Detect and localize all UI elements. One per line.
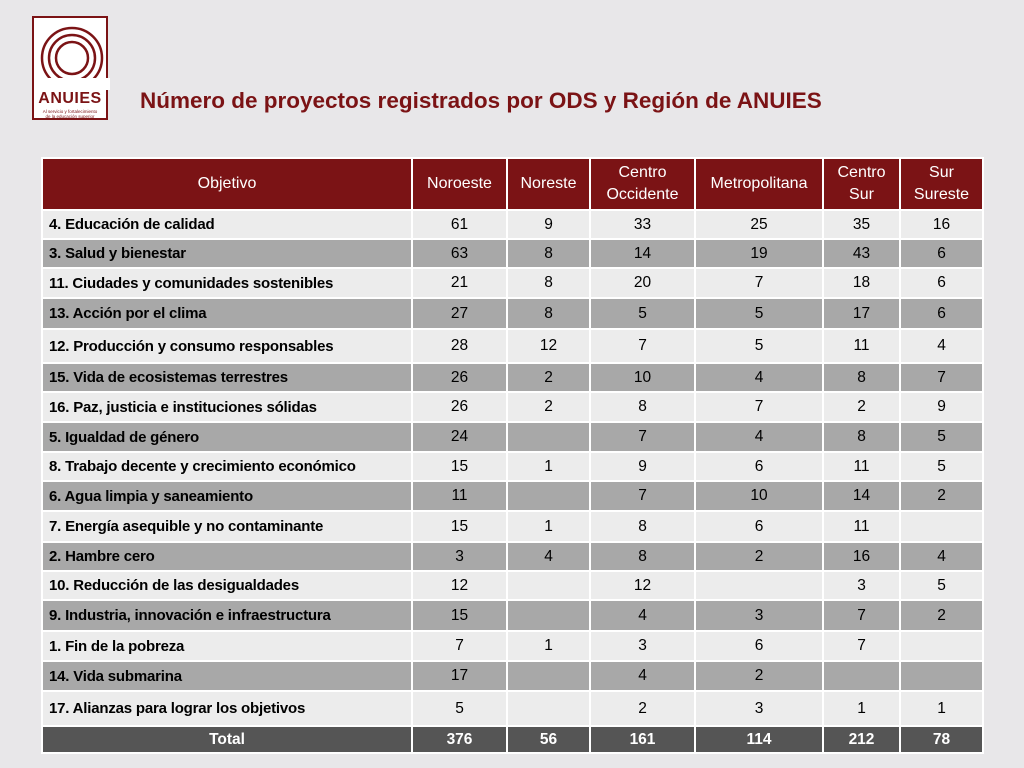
cell-objetivo: 14. Vida submarina [42,661,412,691]
cell-metropolitana: 5 [695,329,823,363]
cell-centro-occidente: 14 [590,239,695,268]
cell-noreste: 1 [507,452,590,481]
cell-noroeste: 24 [412,422,507,452]
cell-metropolitana: 6 [695,511,823,542]
cell-noreste: 9 [507,210,590,239]
cell-centro-occidente: 33 [590,210,695,239]
cell-noroeste: 15 [412,511,507,542]
table-row [42,329,983,363]
cell-sur-sureste: 4 [900,329,983,363]
cell-sur-sureste: 7 [900,363,983,392]
cell-sur-sureste [900,661,983,691]
header-noroeste: Noroeste [412,158,507,210]
cell-centro-occidente: 7 [590,329,695,363]
cell-centro-occidente: 9 [590,452,695,481]
logo-name: ANUIES [38,90,102,107]
cell-noroeste: 3 [412,542,507,571]
cell-centro-occidente: 20 [590,268,695,298]
cell-objetivo: 4. Educación de calidad [42,210,412,239]
cell-objetivo: 16. Paz, justicia e instituciones sólidas [42,392,412,422]
table-row [42,298,983,329]
table-row [42,363,983,392]
cell-centro-sur: 11 [823,452,900,481]
logo-circles-icon [34,18,110,90]
cell-metropolitana: 5 [695,298,823,329]
cell-sur-sureste [900,631,983,661]
cell-objetivo: 13. Acción por el clima [42,298,412,329]
cell-noroeste: 28 [412,329,507,363]
cell-noreste [507,691,590,726]
cell-metropolitana: 3 [695,691,823,726]
cell-sur-sureste: 2 [900,600,983,631]
cell-centro-occidente: 7 [590,481,695,511]
table-row [42,661,983,691]
cell-objetivo: 5. Igualdad de género [42,422,412,452]
cell-centro-sur: 2 [823,392,900,422]
cell-centro-sur: 14 [823,481,900,511]
cell-objetivo: 3. Salud y bienestar [42,239,412,268]
total-centro-occidente: 161 [590,726,695,753]
cell-noreste: 2 [507,392,590,422]
cell-metropolitana: 3 [695,600,823,631]
cell-metropolitana: 19 [695,239,823,268]
cell-sur-sureste: 5 [900,571,983,600]
header-centro-occidente: Centro Occidente [590,158,695,210]
cell-noroeste: 15 [412,600,507,631]
cell-noroeste: 27 [412,298,507,329]
header-noreste: Noreste [507,158,590,210]
total-sur-sureste: 78 [900,726,983,753]
cell-centro-occidente: 4 [590,600,695,631]
table-row [42,631,983,661]
cell-noreste [507,481,590,511]
cell-noreste: 1 [507,631,590,661]
cell-noreste: 8 [507,239,590,268]
cell-centro-sur: 3 [823,571,900,600]
cell-noreste [507,661,590,691]
cell-objetivo: 9. Industria, innovación e infraestructura [42,600,412,631]
cell-centro-sur: 43 [823,239,900,268]
cell-noreste [507,571,590,600]
cell-centro-sur: 11 [823,329,900,363]
cell-noroeste: 11 [412,481,507,511]
cell-centro-sur: 8 [823,363,900,392]
cell-metropolitana: 2 [695,542,823,571]
table-row [42,571,983,600]
cell-metropolitana: 7 [695,268,823,298]
cell-metropolitana: 4 [695,363,823,392]
table-row [42,392,983,422]
cell-noreste [507,422,590,452]
cell-centro-occidente: 8 [590,511,695,542]
cell-objetivo: 8. Trabajo decente y crecimiento económico [42,452,412,481]
total-noreste: 56 [507,726,590,753]
cell-centro-occidente: 5 [590,298,695,329]
cell-noroeste: 12 [412,571,507,600]
cell-noroeste: 5 [412,691,507,726]
cell-metropolitana: 6 [695,452,823,481]
cell-centro-occidente: 12 [590,571,695,600]
cell-sur-sureste: 1 [900,691,983,726]
total-metropolitana: 114 [695,726,823,753]
cell-objetivo: 6. Agua limpia y saneamiento [42,481,412,511]
cell-sur-sureste: 6 [900,239,983,268]
table-row [42,600,983,631]
cell-centro-sur: 1 [823,691,900,726]
table-row [42,422,983,452]
cell-noreste: 8 [507,298,590,329]
cell-centro-occidente: 7 [590,422,695,452]
cell-metropolitana: 2 [695,661,823,691]
cell-centro-sur [823,661,900,691]
cell-noreste: 2 [507,363,590,392]
cell-objetivo: 7. Energía asequible y no contaminante [42,511,412,542]
cell-noroeste: 26 [412,392,507,422]
cell-metropolitana: 25 [695,210,823,239]
cell-objetivo: 2. Hambre cero [42,542,412,571]
cell-sur-sureste [900,511,983,542]
cell-sur-sureste: 4 [900,542,983,571]
cell-noroeste: 61 [412,210,507,239]
cell-centro-sur: 8 [823,422,900,452]
total-centro-sur: 212 [823,726,900,753]
table-row [42,268,983,298]
header-objetivo: Objetivo [42,158,412,210]
cell-metropolitana: 10 [695,481,823,511]
cell-metropolitana: 4 [695,422,823,452]
cell-objetivo: 12. Producción y consumo responsables [42,329,412,363]
cell-noreste: 12 [507,329,590,363]
cell-sur-sureste: 16 [900,210,983,239]
cell-sur-sureste: 9 [900,392,983,422]
table-row [42,239,983,268]
cell-centro-sur: 7 [823,631,900,661]
cell-noroeste: 26 [412,363,507,392]
cell-noroeste: 63 [412,239,507,268]
table-row [42,210,983,239]
logo-tagline: Al servicio y fortalecimiento de la educación superior [42,109,98,119]
cell-metropolitana [695,571,823,600]
cell-noreste: 8 [507,268,590,298]
cell-sur-sureste: 6 [900,268,983,298]
cell-centro-sur: 18 [823,268,900,298]
table-row [42,481,983,511]
table-header-row [42,158,983,210]
cell-objetivo: 17. Alianzas para lograr los objetivos [42,691,412,726]
cell-centro-occidente: 8 [590,392,695,422]
table-row [42,511,983,542]
cell-centro-sur: 16 [823,542,900,571]
cell-sur-sureste: 5 [900,422,983,452]
cell-sur-sureste: 6 [900,298,983,329]
total-noroeste: 376 [412,726,507,753]
header-metropolitana: Metropolitana [695,158,823,210]
total-row [42,726,983,753]
anuies-logo [32,16,108,120]
cell-centro-occidente: 8 [590,542,695,571]
cell-centro-sur: 17 [823,298,900,329]
cell-centro-occidente: 10 [590,363,695,392]
table-row [42,452,983,481]
header-sur-sureste: Sur Sureste [900,158,983,210]
cell-metropolitana: 6 [695,631,823,661]
total-label: Total [42,726,412,753]
cell-metropolitana: 7 [695,392,823,422]
cell-centro-occidente: 2 [590,691,695,726]
table-row [42,542,983,571]
projects-table [41,157,984,754]
cell-objetivo: 10. Reducción de las desigualdades [42,571,412,600]
cell-objetivo: 15. Vida de ecosistemas terrestres [42,363,412,392]
cell-centro-sur: 7 [823,600,900,631]
cell-centro-occidente: 4 [590,661,695,691]
cell-noreste: 1 [507,511,590,542]
cell-noroeste: 15 [412,452,507,481]
cell-centro-sur: 11 [823,511,900,542]
table-row [42,691,983,726]
cell-noroeste: 7 [412,631,507,661]
cell-noreste [507,600,590,631]
cell-objetivo: 1. Fin de la pobreza [42,631,412,661]
cell-noroeste: 17 [412,661,507,691]
page-title: Número de proyectos registrados por ODS y Región de ANUIES [140,88,822,113]
cell-noroeste: 21 [412,268,507,298]
cell-centro-occidente: 3 [590,631,695,661]
cell-objetivo: 11. Ciudades y comunidades sostenibles [42,268,412,298]
cell-noreste: 4 [507,542,590,571]
header-centro-sur: Centro Sur [823,158,900,210]
cell-centro-sur: 35 [823,210,900,239]
cell-sur-sureste: 5 [900,452,983,481]
cell-sur-sureste: 2 [900,481,983,511]
